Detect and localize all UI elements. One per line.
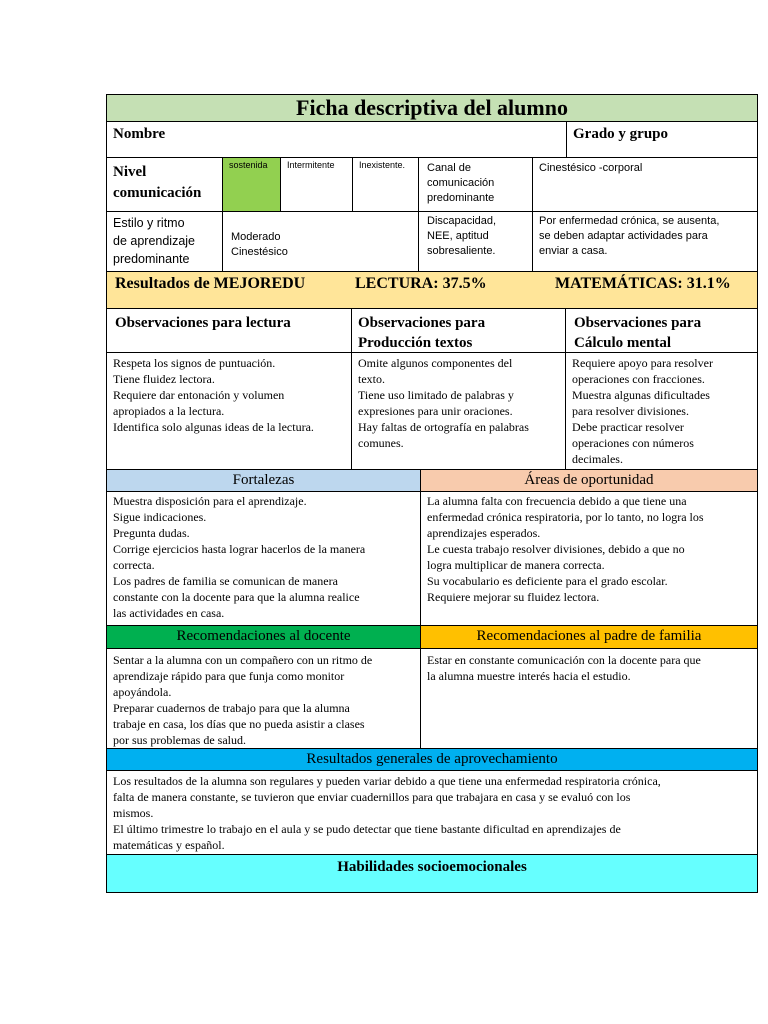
option-inexistente: Inexistente. [353, 158, 419, 212]
estilo-ritmo-label: Estilo y ritmo de aprendizaje predominante [107, 212, 223, 272]
option-sostenida: sostenida [223, 158, 281, 212]
option-intermitente: Intermitente [281, 158, 353, 212]
areas-oportunidad-header: Áreas de oportunidad [421, 470, 757, 492]
mejoredu-label: Resultados de MEJOREDU [115, 275, 306, 292]
discapacidad-value: Por enfermedad crónica, se ausenta, se deben adaptar actividades para enviar a casa. [533, 212, 757, 272]
estilo-ritmo-value: Moderado Cinestésico [223, 212, 419, 272]
mejoredu-row [107, 272, 757, 309]
resultados-generales-header: Resultados generales de aprovechamiento [107, 749, 757, 771]
matematicas-result: MATEMÁTICAS: 31.1% [555, 275, 731, 292]
recomendaciones-docente-header: Recomendaciones al docente [107, 626, 421, 649]
recomendaciones-padre-header: Recomendaciones al padre de familia [421, 626, 757, 649]
recomendaciones-docente-text: Sentar a la alumna con un compañero con un ritmo de aprendizaje rápido para que funja como monitor apoyándola. Preparar cuadernos de trabajo para que la alumna trabaje en casa, los días que no pueda asistir a clases por sus problemas de salud. [107, 649, 421, 749]
habilidades-socioemocionales-header: Habilidades socioemocionales [107, 855, 757, 892]
obs-produccion-header: Observaciones para Producción textos [352, 309, 566, 353]
recomendaciones-padre-text: Estar en constante comunicación con la docente para que la alumna muestre interés hacia el estudio. [421, 649, 757, 749]
nivel-comunicacion-label: Nivel comunicación [107, 158, 223, 212]
lectura-result: LECTURA: 37.5% [355, 275, 487, 292]
form-title: Ficha descriptiva del alumno [107, 95, 757, 122]
fortalezas-header: Fortalezas [107, 470, 421, 492]
grado-grupo-label: Grado y grupo [567, 122, 757, 158]
fortalezas-text: Muestra disposición para el aprendizaje. Sigue indicaciones. Pregunta dudas. Corrige ejercicios hasta lograr hacerlos de la manera correcta. Los padres de familia se comunican de manera constante con la docente para que la alumna realice las actividades en casa. [107, 492, 421, 626]
student-form [106, 94, 758, 893]
areas-oportunidad-text: La alumna falta con frecuencia debido a que tiene una enfermedad crónica respiratoria, por lo tanto, no logra los aprendizajes esperados. Le cuesta trabajo resolver divisiones, debido a que no logra multiplicar de manera correcta. Su vocabulario es deficiente para el grado escolar. Requiere mejorar su fluidez lectora. [421, 492, 757, 626]
canal-comunicacion-label: Canal de comunicación predominante [419, 158, 533, 212]
resultados-generales-text: Los resultados de la alumna son regulares y pueden variar debido a que tiene una enfermedad respiratoria crónica, falta de manera constante, se tuvieron que enviar cuadernillos para que trabajara en casa y se evaluó con los mismos. El último trimestre lo trabajo en el aula y se pudo detectar que tiene bastante dificultad en aprendizajes de matemáticas y español. [107, 771, 757, 855]
canal-comunicacion-value: Cinestésico -corporal [533, 158, 757, 212]
discapacidad-label: Discapacidad, NEE, aptitud sobresaliente. [419, 212, 533, 272]
obs-calculo-header: Observaciones para Cálculo mental [566, 309, 757, 353]
nombre-label: Nombre [107, 122, 567, 158]
obs-lectura-text: Respeta los signos de puntuación. Tiene fluidez lectora. Requiere dar entonación y volumen apropiados a la lectura. Identifica solo algunas ideas de la lectura. [107, 353, 352, 470]
obs-calculo-text: Requiere apoyo para resolver operaciones con fracciones. Muestra algunas dificultades para resolver divisiones. Debe practicar resolver operaciones con números decimales. [566, 353, 757, 470]
obs-produccion-text: Omite algunos componentes del texto. Tiene uso limitado de palabras y expresiones para unir oraciones. Hay faltas de ortografía en palabras comunes. [352, 353, 566, 470]
obs-lectura-header: Observaciones para lectura [107, 309, 352, 353]
